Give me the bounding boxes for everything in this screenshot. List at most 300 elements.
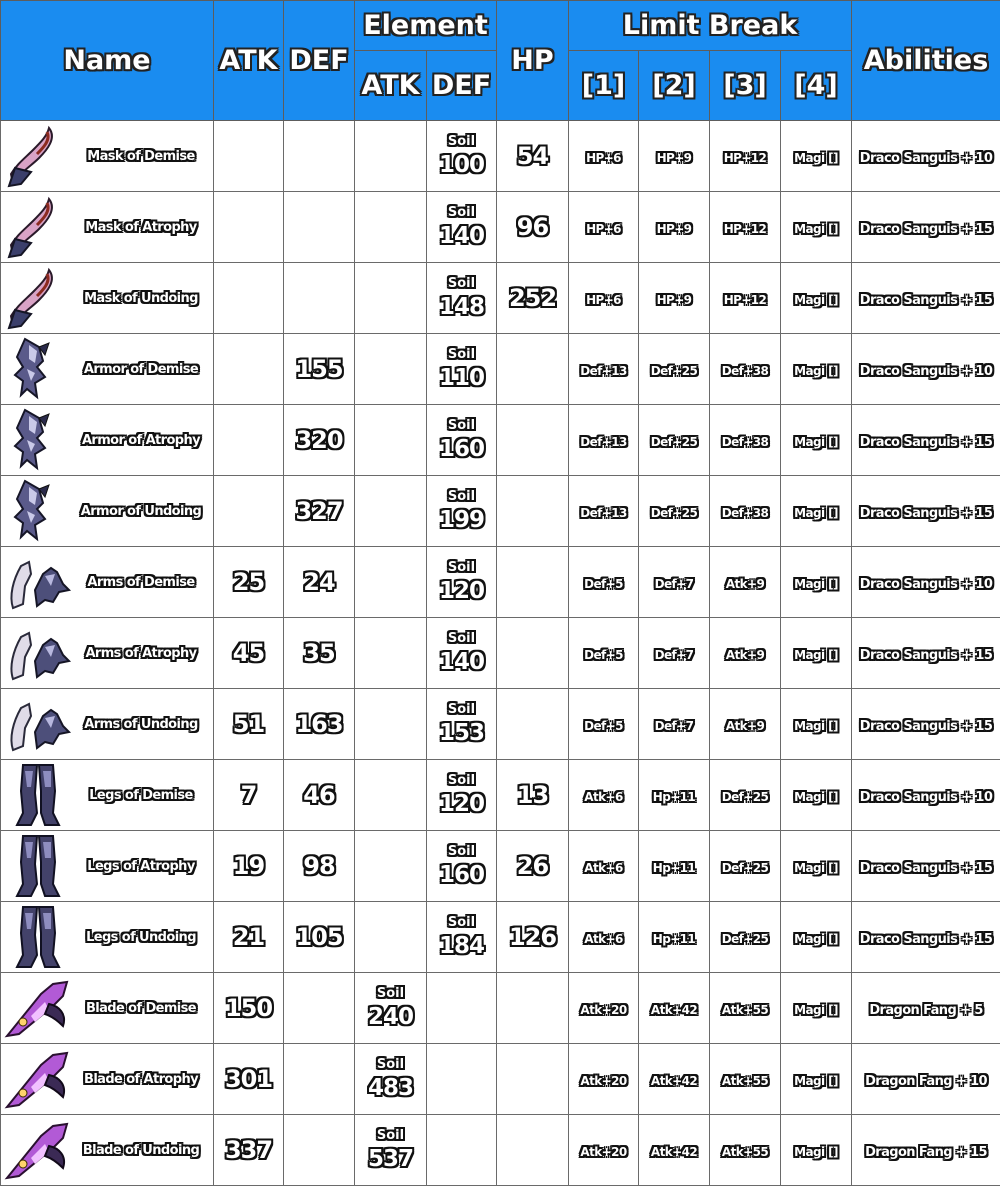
ability-cell-value: Draco Sanguis + 10 bbox=[860, 790, 993, 805]
table-row bbox=[1, 405, 1000, 476]
limit-break-4-cell-value: Magi [] bbox=[794, 648, 838, 662]
limit-break-3-cell-value: HP+12 bbox=[724, 151, 767, 165]
mask-icon bbox=[1, 266, 75, 330]
limit-break-2-cell bbox=[639, 547, 710, 618]
limit-break-3-cell-value: Def+25 bbox=[722, 861, 768, 875]
hp-cell bbox=[497, 689, 569, 760]
limit-break-3-cell-value: Atk+55 bbox=[722, 1074, 768, 1088]
element-atk-cell bbox=[355, 760, 427, 831]
limit-break-3-cell bbox=[710, 618, 781, 689]
item-name-cell bbox=[1, 121, 214, 192]
atk-cell bbox=[214, 689, 284, 760]
header-lb-4: [4] bbox=[781, 51, 852, 121]
element-atk-cell bbox=[355, 973, 427, 1044]
limit-break-4-cell-value: Magi [] bbox=[794, 861, 838, 875]
limit-break-4-cell-value: Magi [] bbox=[794, 1074, 838, 1088]
limit-break-1-cell bbox=[569, 618, 639, 689]
item-name-cell bbox=[1, 405, 214, 476]
limit-break-2-cell-value: Def+25 bbox=[651, 506, 697, 520]
item-name-cell bbox=[1, 547, 214, 618]
atk-cell-value: 45 bbox=[233, 639, 264, 667]
def-cell bbox=[284, 121, 355, 192]
limit-break-2-cell bbox=[639, 192, 710, 263]
limit-break-3-cell bbox=[710, 902, 781, 973]
item-name: Arms of Atrophy bbox=[75, 646, 213, 661]
limit-break-3-cell-value: Atk+9 bbox=[726, 648, 764, 662]
element-def-cell bbox=[427, 476, 497, 547]
limit-break-1-cell bbox=[569, 405, 639, 476]
atk-cell bbox=[214, 192, 284, 263]
limit-break-4-cell bbox=[781, 263, 852, 334]
limit-break-4-cell-value: Magi [] bbox=[794, 790, 838, 804]
limit-break-1-cell bbox=[569, 1044, 639, 1115]
limit-break-1-cell bbox=[569, 192, 639, 263]
limit-break-2-cell bbox=[639, 476, 710, 547]
ability-cell-value: Draco Sanguis + 15 bbox=[860, 222, 993, 237]
limit-break-3-cell bbox=[710, 192, 781, 263]
limit-break-1-cell bbox=[569, 902, 639, 973]
element-value: 199 bbox=[439, 509, 484, 532]
ability-cell bbox=[852, 192, 1000, 263]
ability-cell bbox=[852, 405, 1000, 476]
limit-break-1-cell-value: Def+5 bbox=[584, 719, 623, 733]
hp-cell bbox=[497, 760, 569, 831]
hp-cell bbox=[497, 121, 569, 192]
limit-break-2-cell bbox=[639, 121, 710, 192]
table-row bbox=[1, 618, 1000, 689]
ability-cell bbox=[852, 263, 1000, 334]
item-name-cell bbox=[1, 760, 214, 831]
element-def-cell bbox=[427, 760, 497, 831]
limit-break-1-cell-value: Def+5 bbox=[584, 648, 623, 662]
hp-cell bbox=[497, 831, 569, 902]
hp-cell-value: 126 bbox=[509, 923, 556, 951]
ability-cell bbox=[852, 121, 1000, 192]
limit-break-4-cell-value: Magi [] bbox=[794, 151, 838, 165]
element-atk-cell bbox=[355, 476, 427, 547]
def-cell bbox=[284, 902, 355, 973]
element-type: Soil bbox=[448, 774, 475, 787]
ability-cell-value: Dragon Fang + 15 bbox=[865, 1145, 987, 1160]
limit-break-4-cell bbox=[781, 334, 852, 405]
limit-break-1-cell bbox=[569, 1115, 639, 1186]
hp-cell-value: 252 bbox=[509, 284, 556, 312]
limit-break-3-cell bbox=[710, 334, 781, 405]
limit-break-4-cell-value: Magi [] bbox=[794, 293, 838, 307]
blade-icon bbox=[1, 1047, 75, 1111]
item-name: Blade of Demise bbox=[75, 1001, 213, 1016]
element-atk-cell bbox=[355, 192, 427, 263]
limit-break-4-cell-value: Magi [] bbox=[794, 577, 838, 591]
atk-cell-value: 7 bbox=[241, 781, 257, 809]
armor-icon bbox=[1, 479, 75, 543]
element-type: Soil bbox=[448, 206, 475, 219]
hp-cell bbox=[497, 476, 569, 547]
element-value: 148 bbox=[439, 296, 484, 319]
element-value: 140 bbox=[439, 651, 484, 674]
limit-break-1-cell-value: Def+13 bbox=[580, 364, 626, 378]
limit-break-3-cell bbox=[710, 973, 781, 1044]
item-name-cell bbox=[1, 1115, 214, 1186]
element-atk-cell bbox=[355, 618, 427, 689]
item-name-cell bbox=[1, 689, 214, 760]
element-atk-cell bbox=[355, 1044, 427, 1115]
hp-cell-value: 96 bbox=[517, 213, 548, 241]
element-type: Soil bbox=[448, 348, 475, 361]
element-def-cell bbox=[427, 618, 497, 689]
hp-cell bbox=[497, 334, 569, 405]
header-limit-break: Limit Break bbox=[569, 1, 852, 51]
limit-break-3-cell-value: Def+25 bbox=[722, 932, 768, 946]
limit-break-4-cell-value: Magi [] bbox=[794, 506, 838, 520]
limit-break-3-cell bbox=[710, 689, 781, 760]
element-def-cell bbox=[427, 192, 497, 263]
limit-break-3-cell bbox=[710, 547, 781, 618]
ability-cell-value: Draco Sanguis + 15 bbox=[860, 506, 993, 521]
limit-break-1-cell bbox=[569, 547, 639, 618]
limit-break-1-cell-value: Atk+6 bbox=[584, 861, 622, 875]
hp-cell bbox=[497, 1115, 569, 1186]
table-row bbox=[1, 121, 1000, 192]
ability-cell-value: Dragon Fang + 5 bbox=[869, 1003, 982, 1018]
item-name: Legs of Atrophy bbox=[75, 859, 213, 874]
element-atk-cell bbox=[355, 902, 427, 973]
element-def-cell bbox=[427, 1044, 497, 1115]
header-lb-3: [3] bbox=[710, 51, 781, 121]
element-def-cell bbox=[427, 547, 497, 618]
limit-break-4-cell-value: Magi [] bbox=[794, 435, 838, 449]
limit-break-2-cell-value: Def+7 bbox=[655, 719, 694, 733]
atk-cell bbox=[214, 405, 284, 476]
hp-cell-value: 26 bbox=[517, 852, 548, 880]
element-type: Soil bbox=[377, 1129, 404, 1142]
ability-cell bbox=[852, 760, 1000, 831]
atk-cell bbox=[214, 334, 284, 405]
limit-break-3-cell bbox=[710, 121, 781, 192]
limit-break-1-cell-value: HP+6 bbox=[586, 222, 621, 236]
ability-cell bbox=[852, 973, 1000, 1044]
table-row bbox=[1, 902, 1000, 973]
limit-break-2-cell-value: Hp+11 bbox=[653, 790, 695, 804]
ability-cell-value: Draco Sanguis + 10 bbox=[860, 151, 993, 166]
element-type: Soil bbox=[448, 703, 475, 716]
limit-break-3-cell-value: Atk+9 bbox=[726, 577, 764, 591]
limit-break-2-cell bbox=[639, 831, 710, 902]
ability-cell bbox=[852, 618, 1000, 689]
limit-break-1-cell-value: Atk+6 bbox=[584, 790, 622, 804]
element-atk-cell bbox=[355, 334, 427, 405]
item-name-cell bbox=[1, 831, 214, 902]
armor-icon bbox=[1, 408, 75, 472]
limit-break-4-cell bbox=[781, 121, 852, 192]
header-lb-1: [1] bbox=[569, 51, 639, 121]
element-value: 153 bbox=[439, 722, 484, 745]
item-name-cell bbox=[1, 902, 214, 973]
def-cell-value: 320 bbox=[295, 426, 342, 454]
header-element: Element bbox=[355, 1, 497, 51]
limit-break-4-cell bbox=[781, 973, 852, 1044]
header-hp: HP bbox=[497, 1, 569, 121]
limit-break-3-cell-value: HP+12 bbox=[724, 293, 767, 307]
limit-break-4-cell-value: Magi [] bbox=[794, 1003, 838, 1017]
limit-break-3-cell bbox=[710, 1115, 781, 1186]
header-name: Name bbox=[1, 1, 214, 121]
limit-break-2-cell bbox=[639, 263, 710, 334]
element-value: 100 bbox=[439, 154, 484, 177]
limit-break-2-cell bbox=[639, 1044, 710, 1115]
greaves-icon bbox=[1, 834, 75, 898]
atk-cell bbox=[214, 760, 284, 831]
atk-cell bbox=[214, 902, 284, 973]
item-name: Arms of Undoing bbox=[75, 717, 213, 732]
ability-cell bbox=[852, 1044, 1000, 1115]
gauntlet-icon bbox=[1, 550, 75, 614]
limit-break-3-cell-value: Atk+55 bbox=[722, 1145, 768, 1159]
mask-icon bbox=[1, 195, 75, 259]
atk-cell bbox=[214, 618, 284, 689]
limit-break-2-cell bbox=[639, 334, 710, 405]
hp-cell bbox=[497, 973, 569, 1044]
item-name-cell bbox=[1, 263, 214, 334]
header-element-def: DEF bbox=[427, 51, 497, 121]
def-cell-value: 35 bbox=[303, 639, 334, 667]
limit-break-2-cell bbox=[639, 618, 710, 689]
table-row bbox=[1, 547, 1000, 618]
ability-cell-value: Draco Sanguis + 10 bbox=[860, 577, 993, 592]
element-value: 120 bbox=[439, 580, 484, 603]
def-cell bbox=[284, 760, 355, 831]
header-abilities: Abilities bbox=[852, 1, 1000, 121]
limit-break-1-cell bbox=[569, 121, 639, 192]
item-name: Mask of Atrophy bbox=[75, 220, 213, 235]
limit-break-1-cell-value: Atk+20 bbox=[580, 1003, 626, 1017]
blade-icon bbox=[1, 976, 75, 1040]
limit-break-1-cell-value: HP+6 bbox=[586, 293, 621, 307]
item-name: Legs of Undoing bbox=[75, 930, 213, 945]
element-atk-cell bbox=[355, 831, 427, 902]
table-row bbox=[1, 192, 1000, 263]
atk-cell-value: 25 bbox=[233, 568, 264, 596]
def-cell-value: 98 bbox=[303, 852, 334, 880]
limit-break-1-cell-value: Def+5 bbox=[584, 577, 623, 591]
table-row bbox=[1, 1115, 1000, 1186]
limit-break-2-cell-value: Def+7 bbox=[655, 648, 694, 662]
element-type: Soil bbox=[448, 845, 475, 858]
limit-break-1-cell-value: Atk+20 bbox=[580, 1145, 626, 1159]
element-def-cell bbox=[427, 973, 497, 1044]
limit-break-3-cell-value: Def+25 bbox=[722, 790, 768, 804]
element-type: Soil bbox=[448, 916, 475, 929]
limit-break-1-cell bbox=[569, 689, 639, 760]
item-name: Blade of Undoing bbox=[75, 1143, 213, 1158]
element-atk-cell bbox=[355, 1115, 427, 1186]
limit-break-4-cell bbox=[781, 902, 852, 973]
element-def-cell bbox=[427, 831, 497, 902]
header-element-atk: ATK bbox=[355, 51, 427, 121]
element-atk-cell bbox=[355, 547, 427, 618]
def-cell bbox=[284, 263, 355, 334]
element-def-cell bbox=[427, 121, 497, 192]
limit-break-1-cell bbox=[569, 476, 639, 547]
item-name: Mask of Demise bbox=[75, 149, 213, 164]
atk-cell-value: 21 bbox=[233, 923, 264, 951]
limit-break-4-cell bbox=[781, 1115, 852, 1186]
def-cell bbox=[284, 618, 355, 689]
atk-cell bbox=[214, 263, 284, 334]
limit-break-3-cell bbox=[710, 263, 781, 334]
hp-cell bbox=[497, 192, 569, 263]
item-name: Armor of Undoing bbox=[75, 504, 213, 519]
def-cell bbox=[284, 547, 355, 618]
limit-break-2-cell bbox=[639, 405, 710, 476]
limit-break-2-cell-value: Def+25 bbox=[651, 435, 697, 449]
element-atk-cell bbox=[355, 689, 427, 760]
hp-cell bbox=[497, 547, 569, 618]
element-value: 110 bbox=[439, 367, 484, 390]
def-cell bbox=[284, 192, 355, 263]
atk-cell-value: 51 bbox=[233, 710, 264, 738]
ability-cell-value: Draco Sanguis + 15 bbox=[860, 648, 993, 663]
def-cell bbox=[284, 405, 355, 476]
limit-break-1-cell bbox=[569, 831, 639, 902]
element-type: Soil bbox=[448, 419, 475, 432]
item-name: Armor of Demise bbox=[75, 362, 213, 377]
limit-break-1-cell bbox=[569, 263, 639, 334]
limit-break-3-cell-value: HP+12 bbox=[724, 222, 767, 236]
table-row bbox=[1, 263, 1000, 334]
hp-cell bbox=[497, 405, 569, 476]
element-type: Soil bbox=[448, 277, 475, 290]
limit-break-1-cell-value: Atk+20 bbox=[580, 1074, 626, 1088]
element-value: 160 bbox=[439, 438, 484, 461]
limit-break-4-cell-value: Magi [] bbox=[794, 719, 838, 733]
limit-break-2-cell bbox=[639, 1115, 710, 1186]
header-lb-2: [2] bbox=[639, 51, 710, 121]
limit-break-4-cell bbox=[781, 618, 852, 689]
table-row bbox=[1, 689, 1000, 760]
atk-cell bbox=[214, 1044, 284, 1115]
limit-break-3-cell bbox=[710, 405, 781, 476]
hp-cell bbox=[497, 618, 569, 689]
element-atk-cell bbox=[355, 263, 427, 334]
element-value: 483 bbox=[368, 1077, 413, 1100]
limit-break-3-cell bbox=[710, 476, 781, 547]
ability-cell-value: Draco Sanguis + 15 bbox=[860, 435, 993, 450]
limit-break-1-cell-value: Def+13 bbox=[580, 435, 626, 449]
limit-break-1-cell-value: Atk+6 bbox=[584, 932, 622, 946]
gauntlet-icon bbox=[1, 621, 75, 685]
limit-break-4-cell bbox=[781, 760, 852, 831]
table-row bbox=[1, 760, 1000, 831]
limit-break-3-cell-value: Atk+55 bbox=[722, 1003, 768, 1017]
limit-break-2-cell-value: Def+25 bbox=[651, 364, 697, 378]
ability-cell-value: Draco Sanguis + 15 bbox=[860, 293, 993, 308]
table-row bbox=[1, 334, 1000, 405]
ability-cell-value: Draco Sanguis + 15 bbox=[860, 719, 993, 734]
element-value: 140 bbox=[439, 225, 484, 248]
element-def-cell bbox=[427, 689, 497, 760]
atk-cell bbox=[214, 973, 284, 1044]
element-def-cell bbox=[427, 263, 497, 334]
header-def: DEF bbox=[284, 1, 355, 121]
def-cell bbox=[284, 973, 355, 1044]
limit-break-4-cell-value: Magi [] bbox=[794, 1145, 838, 1159]
limit-break-2-cell-value: Hp+11 bbox=[653, 932, 695, 946]
limit-break-3-cell-value: Def+38 bbox=[722, 506, 768, 520]
element-atk-cell bbox=[355, 121, 427, 192]
element-type: Soil bbox=[448, 490, 475, 503]
def-cell-value: 163 bbox=[295, 710, 342, 738]
item-name: Armor of Atrophy bbox=[75, 433, 213, 448]
element-def-cell bbox=[427, 902, 497, 973]
ability-cell bbox=[852, 334, 1000, 405]
item-name-cell bbox=[1, 618, 214, 689]
limit-break-1-cell bbox=[569, 973, 639, 1044]
def-cell bbox=[284, 334, 355, 405]
hp-cell bbox=[497, 263, 569, 334]
table-row bbox=[1, 476, 1000, 547]
item-name: Arms of Demise bbox=[75, 575, 213, 590]
limit-break-3-cell-value: Def+38 bbox=[722, 435, 768, 449]
element-def-cell bbox=[427, 1115, 497, 1186]
element-type: Soil bbox=[377, 1058, 404, 1071]
atk-cell-value: 19 bbox=[233, 852, 264, 880]
def-cell bbox=[284, 831, 355, 902]
mask-icon bbox=[1, 124, 75, 188]
item-name-cell bbox=[1, 334, 214, 405]
atk-cell-value: 337 bbox=[225, 1136, 272, 1164]
ability-cell bbox=[852, 1115, 1000, 1186]
limit-break-1-cell bbox=[569, 760, 639, 831]
limit-break-4-cell-value: Magi [] bbox=[794, 222, 838, 236]
element-value: 240 bbox=[368, 1006, 413, 1029]
limit-break-2-cell-value: Hp+11 bbox=[653, 861, 695, 875]
element-type: Soil bbox=[448, 632, 475, 645]
item-name-cell bbox=[1, 973, 214, 1044]
greaves-icon bbox=[1, 905, 75, 969]
limit-break-4-cell bbox=[781, 405, 852, 476]
ability-cell bbox=[852, 902, 1000, 973]
limit-break-1-cell bbox=[569, 334, 639, 405]
limit-break-2-cell bbox=[639, 973, 710, 1044]
limit-break-2-cell-value: Atk+42 bbox=[651, 1145, 697, 1159]
element-atk-cell bbox=[355, 405, 427, 476]
limit-break-3-cell-value: Atk+9 bbox=[726, 719, 764, 733]
limit-break-2-cell-value: HP+9 bbox=[657, 222, 692, 236]
limit-break-4-cell bbox=[781, 1044, 852, 1115]
def-cell-value: 155 bbox=[295, 355, 342, 383]
limit-break-2-cell-value: HP+9 bbox=[657, 151, 692, 165]
limit-break-2-cell-value: Atk+42 bbox=[651, 1074, 697, 1088]
header-atk: ATK bbox=[214, 1, 284, 121]
def-cell-value: 46 bbox=[303, 781, 334, 809]
atk-cell bbox=[214, 547, 284, 618]
table-row bbox=[1, 831, 1000, 902]
ability-cell-value: Draco Sanguis + 15 bbox=[860, 861, 993, 876]
element-value: 160 bbox=[439, 864, 484, 887]
limit-break-4-cell bbox=[781, 476, 852, 547]
limit-break-3-cell bbox=[710, 1044, 781, 1115]
hp-cell bbox=[497, 1044, 569, 1115]
ability-cell bbox=[852, 689, 1000, 760]
def-cell bbox=[284, 476, 355, 547]
def-cell bbox=[284, 1115, 355, 1186]
blade-icon bbox=[1, 1118, 75, 1182]
atk-cell bbox=[214, 1115, 284, 1186]
hp-cell bbox=[497, 902, 569, 973]
limit-break-3-cell bbox=[710, 831, 781, 902]
limit-break-2-cell bbox=[639, 902, 710, 973]
